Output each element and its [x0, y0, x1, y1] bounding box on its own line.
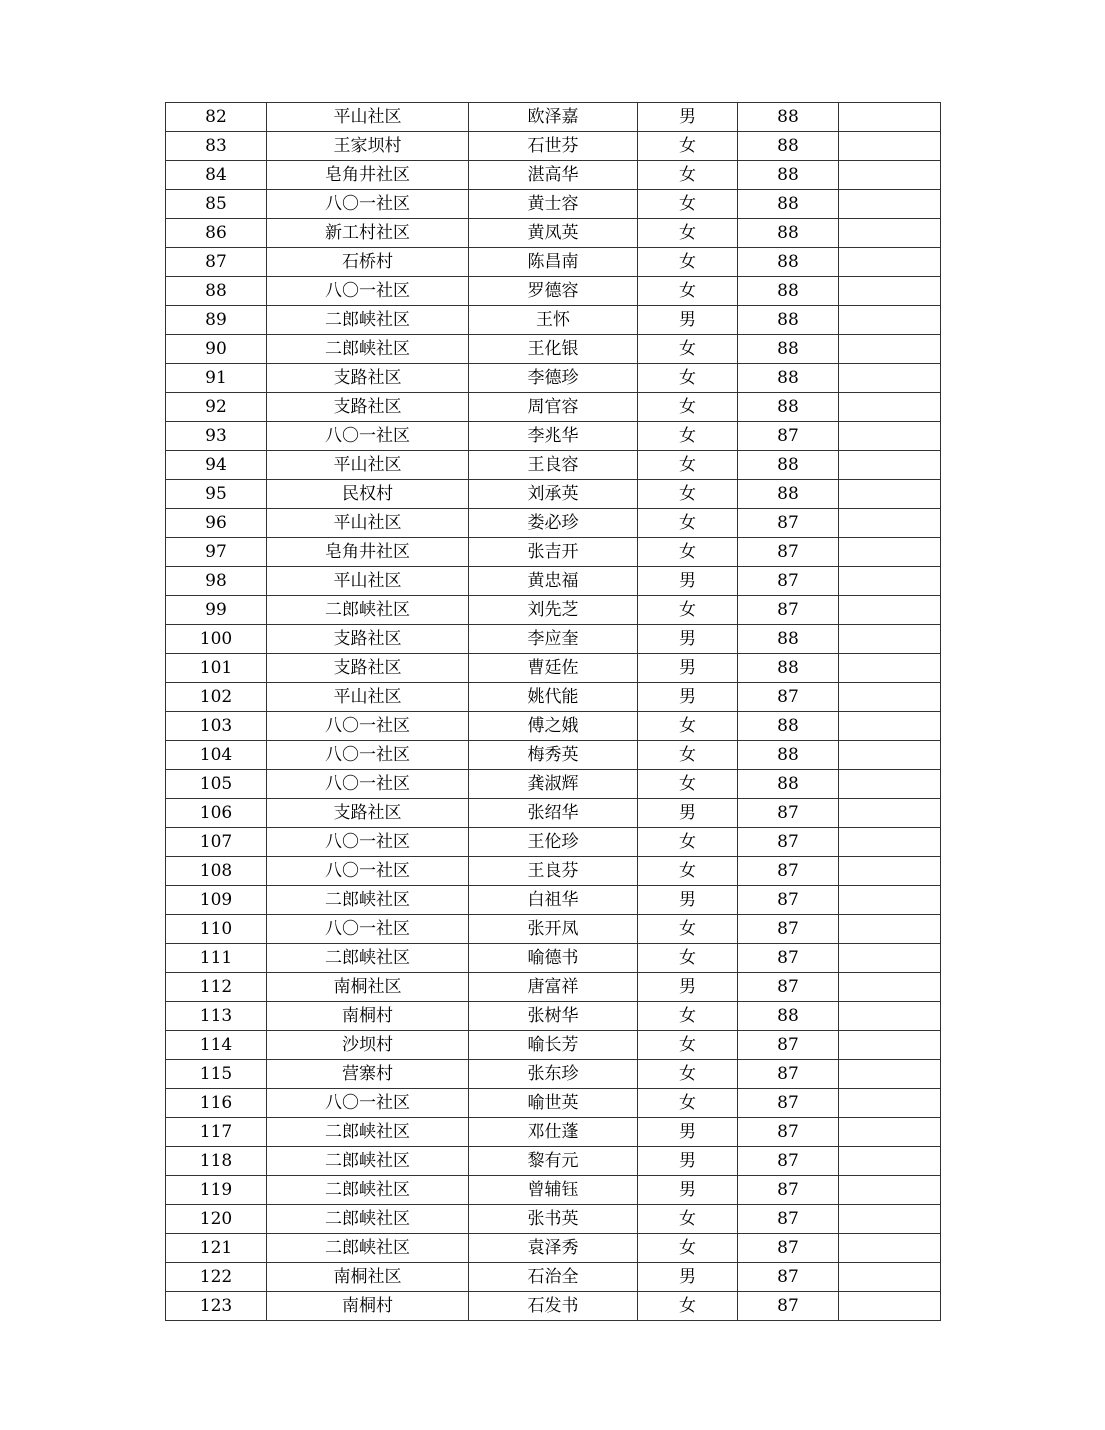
remarks-cell	[839, 1031, 941, 1060]
roster-table-body	[166, 103, 941, 1321]
sex-cell: 女	[638, 857, 738, 886]
sex-cell: 女	[638, 132, 738, 161]
community-cell: 八〇一社区	[267, 741, 469, 770]
remarks-cell	[839, 1118, 941, 1147]
table-row	[166, 857, 941, 886]
sex-cell: 男	[638, 567, 738, 596]
table-row	[166, 683, 941, 712]
row-number-cell: 95	[166, 480, 267, 509]
community-cell: 王家坝村	[267, 132, 469, 161]
community-cell: 平山社区	[267, 567, 469, 596]
sex-cell: 女	[638, 219, 738, 248]
age-cell: 88	[738, 770, 839, 799]
table-row	[166, 886, 941, 915]
table-row	[166, 1147, 941, 1176]
age-cell: 87	[738, 1031, 839, 1060]
sex-cell: 女	[638, 1205, 738, 1234]
table-row	[166, 422, 941, 451]
sex-cell: 女	[638, 1234, 738, 1263]
row-number-cell: 102	[166, 683, 267, 712]
row-number-cell: 97	[166, 538, 267, 567]
age-cell: 88	[738, 248, 839, 277]
name-cell: 黎有元	[469, 1147, 638, 1176]
community-cell: 支路社区	[267, 799, 469, 828]
remarks-cell	[839, 335, 941, 364]
age-cell: 88	[738, 219, 839, 248]
name-cell: 王良芬	[469, 857, 638, 886]
age-cell: 88	[738, 1002, 839, 1031]
table-row	[166, 973, 941, 1002]
name-cell: 石治全	[469, 1263, 638, 1292]
age-cell: 88	[738, 306, 839, 335]
row-number-cell: 105	[166, 770, 267, 799]
sex-cell: 男	[638, 103, 738, 132]
age-cell: 87	[738, 1292, 839, 1321]
sex-cell: 女	[638, 190, 738, 219]
sex-cell: 女	[638, 509, 738, 538]
name-cell: 张绍华	[469, 799, 638, 828]
community-cell: 南桐村	[267, 1002, 469, 1031]
age-cell: 87	[738, 1176, 839, 1205]
name-cell: 李应奎	[469, 625, 638, 654]
row-number-cell: 103	[166, 712, 267, 741]
name-cell: 欧泽嘉	[469, 103, 638, 132]
row-number-cell: 112	[166, 973, 267, 1002]
community-cell: 八〇一社区	[267, 277, 469, 306]
row-number-cell: 92	[166, 393, 267, 422]
age-cell: 87	[738, 1234, 839, 1263]
table-row	[166, 1263, 941, 1292]
name-cell: 石世芬	[469, 132, 638, 161]
age-cell: 87	[738, 944, 839, 973]
community-cell: 沙坝村	[267, 1031, 469, 1060]
sex-cell: 女	[638, 451, 738, 480]
table-row	[166, 799, 941, 828]
row-number-cell: 121	[166, 1234, 267, 1263]
row-number-cell: 84	[166, 161, 267, 190]
remarks-cell	[839, 538, 941, 567]
row-number-cell: 111	[166, 944, 267, 973]
name-cell: 梅秀英	[469, 741, 638, 770]
name-cell: 张开凤	[469, 915, 638, 944]
table-row	[166, 103, 941, 132]
table-row	[166, 393, 941, 422]
table-row	[166, 915, 941, 944]
remarks-cell	[839, 190, 941, 219]
age-cell: 87	[738, 886, 839, 915]
name-cell: 王伦珍	[469, 828, 638, 857]
name-cell: 陈昌南	[469, 248, 638, 277]
remarks-cell	[839, 625, 941, 654]
age-cell: 87	[738, 1089, 839, 1118]
remarks-cell	[839, 103, 941, 132]
row-number-cell: 91	[166, 364, 267, 393]
elderly-roster-table	[165, 102, 941, 1321]
name-cell: 傅之娥	[469, 712, 638, 741]
remarks-cell	[839, 770, 941, 799]
age-cell: 87	[738, 857, 839, 886]
sex-cell: 男	[638, 886, 738, 915]
sex-cell: 女	[638, 915, 738, 944]
remarks-cell	[839, 132, 941, 161]
remarks-cell	[839, 683, 941, 712]
sex-cell: 女	[638, 538, 738, 567]
community-cell: 二郎峡社区	[267, 886, 469, 915]
remarks-cell	[839, 393, 941, 422]
age-cell: 88	[738, 335, 839, 364]
remarks-cell	[839, 567, 941, 596]
sex-cell: 男	[638, 1176, 738, 1205]
name-cell: 黄忠福	[469, 567, 638, 596]
name-cell: 湛高华	[469, 161, 638, 190]
age-cell: 87	[738, 973, 839, 1002]
sex-cell: 女	[638, 596, 738, 625]
remarks-cell	[839, 886, 941, 915]
name-cell: 石发书	[469, 1292, 638, 1321]
row-number-cell: 86	[166, 219, 267, 248]
age-cell: 88	[738, 364, 839, 393]
name-cell: 刘承英	[469, 480, 638, 509]
name-cell: 喻世英	[469, 1089, 638, 1118]
name-cell: 娄必珍	[469, 509, 638, 538]
row-number-cell: 107	[166, 828, 267, 857]
remarks-cell	[839, 1002, 941, 1031]
table-row	[166, 480, 941, 509]
sex-cell: 女	[638, 364, 738, 393]
name-cell: 龚淑辉	[469, 770, 638, 799]
row-number-cell: 106	[166, 799, 267, 828]
age-cell: 87	[738, 915, 839, 944]
row-number-cell: 99	[166, 596, 267, 625]
table-row	[166, 1176, 941, 1205]
sex-cell: 男	[638, 683, 738, 712]
remarks-cell	[839, 509, 941, 538]
community-cell: 二郎峡社区	[267, 1205, 469, 1234]
remarks-cell	[839, 480, 941, 509]
table-row	[166, 306, 941, 335]
sex-cell: 女	[638, 1292, 738, 1321]
community-cell: 八〇一社区	[267, 712, 469, 741]
age-cell: 87	[738, 683, 839, 712]
sex-cell: 女	[638, 712, 738, 741]
community-cell: 支路社区	[267, 393, 469, 422]
remarks-cell	[839, 915, 941, 944]
community-cell: 支路社区	[267, 625, 469, 654]
name-cell: 罗德容	[469, 277, 638, 306]
remarks-cell	[839, 161, 941, 190]
table-row	[166, 277, 941, 306]
table-row	[166, 1118, 941, 1147]
age-cell: 88	[738, 190, 839, 219]
row-number-cell: 120	[166, 1205, 267, 1234]
sex-cell: 女	[638, 1089, 738, 1118]
remarks-cell	[839, 799, 941, 828]
table-row	[166, 1234, 941, 1263]
community-cell: 石桥村	[267, 248, 469, 277]
name-cell: 黄凤英	[469, 219, 638, 248]
remarks-cell	[839, 944, 941, 973]
name-cell: 王怀	[469, 306, 638, 335]
name-cell: 喻德书	[469, 944, 638, 973]
community-cell: 二郎峡社区	[267, 1176, 469, 1205]
community-cell: 二郎峡社区	[267, 944, 469, 973]
name-cell: 李兆华	[469, 422, 638, 451]
age-cell: 88	[738, 712, 839, 741]
name-cell: 姚代能	[469, 683, 638, 712]
age-cell: 88	[738, 741, 839, 770]
sex-cell: 男	[638, 654, 738, 683]
table-row	[166, 364, 941, 393]
sex-cell: 女	[638, 828, 738, 857]
name-cell: 周官容	[469, 393, 638, 422]
table-row	[166, 770, 941, 799]
row-number-cell: 119	[166, 1176, 267, 1205]
name-cell: 唐富祥	[469, 973, 638, 1002]
remarks-cell	[839, 1292, 941, 1321]
name-cell: 曹廷佐	[469, 654, 638, 683]
sex-cell: 男	[638, 799, 738, 828]
name-cell: 张东珍	[469, 1060, 638, 1089]
sex-cell: 女	[638, 944, 738, 973]
table-row	[166, 248, 941, 277]
age-cell: 87	[738, 1263, 839, 1292]
row-number-cell: 117	[166, 1118, 267, 1147]
community-cell: 二郎峡社区	[267, 596, 469, 625]
remarks-cell	[839, 1147, 941, 1176]
table-row	[166, 712, 941, 741]
community-cell: 新工村社区	[267, 219, 469, 248]
name-cell: 王良容	[469, 451, 638, 480]
name-cell: 张吉开	[469, 538, 638, 567]
sex-cell: 男	[638, 1118, 738, 1147]
sex-cell: 女	[638, 248, 738, 277]
sex-cell: 女	[638, 480, 738, 509]
community-cell: 二郎峡社区	[267, 335, 469, 364]
age-cell: 88	[738, 103, 839, 132]
row-number-cell: 108	[166, 857, 267, 886]
sex-cell: 女	[638, 741, 738, 770]
row-number-cell: 90	[166, 335, 267, 364]
community-cell: 二郎峡社区	[267, 1234, 469, 1263]
age-cell: 88	[738, 480, 839, 509]
age-cell: 88	[738, 161, 839, 190]
row-number-cell: 114	[166, 1031, 267, 1060]
table-row	[166, 190, 941, 219]
row-number-cell: 85	[166, 190, 267, 219]
community-cell: 南桐社区	[267, 973, 469, 1002]
remarks-cell	[839, 248, 941, 277]
name-cell: 袁泽秀	[469, 1234, 638, 1263]
age-cell: 88	[738, 625, 839, 654]
name-cell: 白祖华	[469, 886, 638, 915]
community-cell: 二郎峡社区	[267, 1118, 469, 1147]
name-cell: 李德珍	[469, 364, 638, 393]
age-cell: 87	[738, 1118, 839, 1147]
remarks-cell	[839, 973, 941, 1002]
sex-cell: 女	[638, 422, 738, 451]
table-row	[166, 1089, 941, 1118]
age-cell: 87	[738, 828, 839, 857]
row-number-cell: 110	[166, 915, 267, 944]
table-row	[166, 161, 941, 190]
remarks-cell	[839, 306, 941, 335]
name-cell: 张树华	[469, 1002, 638, 1031]
remarks-cell	[839, 1263, 941, 1292]
age-cell: 88	[738, 277, 839, 306]
sex-cell: 男	[638, 625, 738, 654]
sex-cell: 女	[638, 770, 738, 799]
age-cell: 87	[738, 1060, 839, 1089]
community-cell: 营寨村	[267, 1060, 469, 1089]
remarks-cell	[839, 364, 941, 393]
row-number-cell: 87	[166, 248, 267, 277]
age-cell: 88	[738, 132, 839, 161]
row-number-cell: 94	[166, 451, 267, 480]
remarks-cell	[839, 277, 941, 306]
community-cell: 南桐村	[267, 1292, 469, 1321]
age-cell: 87	[738, 509, 839, 538]
community-cell: 支路社区	[267, 364, 469, 393]
sex-cell: 女	[638, 1031, 738, 1060]
community-cell: 平山社区	[267, 103, 469, 132]
table-row	[166, 1002, 941, 1031]
table-row	[166, 132, 941, 161]
remarks-cell	[839, 654, 941, 683]
community-cell: 平山社区	[267, 683, 469, 712]
table-row	[166, 1205, 941, 1234]
sex-cell: 男	[638, 1147, 738, 1176]
sex-cell: 男	[638, 306, 738, 335]
community-cell: 八〇一社区	[267, 190, 469, 219]
row-number-cell: 89	[166, 306, 267, 335]
remarks-cell	[839, 1089, 941, 1118]
sex-cell: 女	[638, 161, 738, 190]
community-cell: 八〇一社区	[267, 1089, 469, 1118]
name-cell: 曾辅钰	[469, 1176, 638, 1205]
remarks-cell	[839, 596, 941, 625]
community-cell: 南桐社区	[267, 1263, 469, 1292]
row-number-cell: 88	[166, 277, 267, 306]
community-cell: 皂角井社区	[267, 161, 469, 190]
remarks-cell	[839, 451, 941, 480]
remarks-cell	[839, 741, 941, 770]
row-number-cell: 116	[166, 1089, 267, 1118]
table-row	[166, 944, 941, 973]
sex-cell: 女	[638, 1002, 738, 1031]
age-cell: 88	[738, 451, 839, 480]
row-number-cell: 98	[166, 567, 267, 596]
age-cell: 87	[738, 538, 839, 567]
table-row	[166, 335, 941, 364]
remarks-cell	[839, 219, 941, 248]
table-row	[166, 538, 941, 567]
sex-cell: 男	[638, 1263, 738, 1292]
row-number-cell: 93	[166, 422, 267, 451]
community-cell: 支路社区	[267, 654, 469, 683]
table-row	[166, 1060, 941, 1089]
community-cell: 民权村	[267, 480, 469, 509]
row-number-cell: 83	[166, 132, 267, 161]
row-number-cell: 104	[166, 741, 267, 770]
sex-cell: 女	[638, 335, 738, 364]
row-number-cell: 109	[166, 886, 267, 915]
name-cell: 王化银	[469, 335, 638, 364]
row-number-cell: 101	[166, 654, 267, 683]
remarks-cell	[839, 828, 941, 857]
table-row	[166, 625, 941, 654]
age-cell: 87	[738, 567, 839, 596]
sex-cell: 女	[638, 1060, 738, 1089]
row-number-cell: 113	[166, 1002, 267, 1031]
table-row	[166, 1031, 941, 1060]
table-row	[166, 509, 941, 538]
community-cell: 八〇一社区	[267, 422, 469, 451]
row-number-cell: 82	[166, 103, 267, 132]
row-number-cell: 100	[166, 625, 267, 654]
remarks-cell	[839, 422, 941, 451]
community-cell: 二郎峡社区	[267, 1147, 469, 1176]
remarks-cell	[839, 1176, 941, 1205]
age-cell: 87	[738, 422, 839, 451]
sex-cell: 女	[638, 393, 738, 422]
name-cell: 张书英	[469, 1205, 638, 1234]
community-cell: 二郎峡社区	[267, 306, 469, 335]
community-cell: 平山社区	[267, 451, 469, 480]
remarks-cell	[839, 1234, 941, 1263]
row-number-cell: 118	[166, 1147, 267, 1176]
table-row	[166, 596, 941, 625]
age-cell: 87	[738, 596, 839, 625]
table-row	[166, 567, 941, 596]
row-number-cell: 122	[166, 1263, 267, 1292]
name-cell: 喻长芳	[469, 1031, 638, 1060]
remarks-cell	[839, 712, 941, 741]
table-row	[166, 654, 941, 683]
row-number-cell: 115	[166, 1060, 267, 1089]
community-cell: 皂角井社区	[267, 538, 469, 567]
community-cell: 八〇一社区	[267, 915, 469, 944]
community-cell: 八〇一社区	[267, 828, 469, 857]
age-cell: 88	[738, 393, 839, 422]
table-row	[166, 741, 941, 770]
table-row	[166, 219, 941, 248]
sex-cell: 男	[638, 973, 738, 1002]
age-cell: 88	[738, 654, 839, 683]
sex-cell: 女	[638, 277, 738, 306]
table-row	[166, 1292, 941, 1321]
row-number-cell: 96	[166, 509, 267, 538]
age-cell: 87	[738, 1205, 839, 1234]
age-cell: 87	[738, 1147, 839, 1176]
row-number-cell: 123	[166, 1292, 267, 1321]
name-cell: 黄士容	[469, 190, 638, 219]
community-cell: 八〇一社区	[267, 857, 469, 886]
remarks-cell	[839, 857, 941, 886]
table-row	[166, 451, 941, 480]
community-cell: 平山社区	[267, 509, 469, 538]
community-cell: 八〇一社区	[267, 770, 469, 799]
name-cell: 邓仕蓬	[469, 1118, 638, 1147]
age-cell: 87	[738, 799, 839, 828]
remarks-cell	[839, 1205, 941, 1234]
remarks-cell	[839, 1060, 941, 1089]
name-cell: 刘先芝	[469, 596, 638, 625]
table-row	[166, 828, 941, 857]
